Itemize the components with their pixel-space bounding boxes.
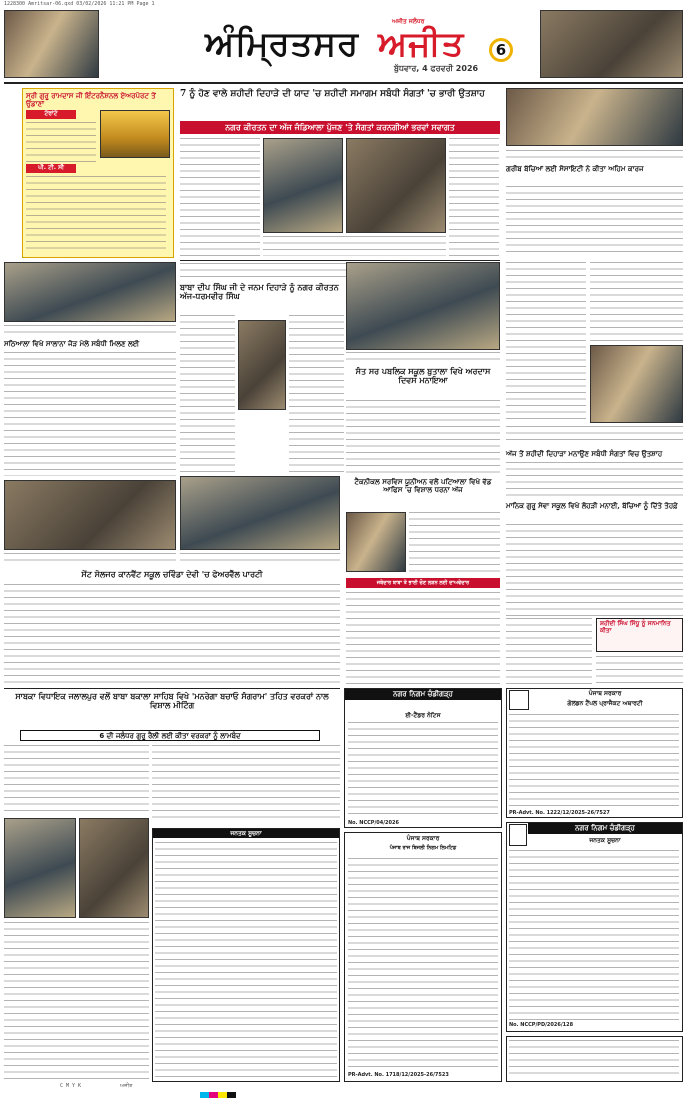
crop-info: 1228300 Amritsar-06.qxd 03/02/2026 11:21 PM Page 1 — [4, 1, 155, 7]
masthead-left-photo — [4, 10, 99, 78]
center-left-photo — [180, 476, 340, 550]
ad-punjab-sarkar-2-sub: ਪੰਜਾਬ ਰਾਜ ਬਿਜਲੀ ਨਿਗਮ ਲਿਮਟਿਡ — [389, 845, 457, 851]
footer-cmyk: C M Y K — [60, 1083, 82, 1089]
ad-nagar-nigam-2-emblem — [509, 824, 527, 846]
right-top-headline: ਗਰੀਬ ਬੱਚਿਆਂ ਲਈ ਸੋਸਾਇਟੀ ਨੇ ਕੀਤਾ ਅਹਿਮ ਕਾਰਜ — [506, 164, 644, 173]
left-mid-headline: ਸਠਿਆਲਾ ਵਿਖੇ ਸਾਲਾਨਾ ਜੋੜ ਮੇਲੇ ਸਬੰਧੀ ਮਿਲਣ ਲਈ — [4, 339, 140, 348]
baba-text-2 — [289, 315, 344, 473]
left-promo-label-1: ਟੋਰਾਂਟੋ — [26, 110, 76, 119]
masthead-date: ਬੁੱਧਵਾਰ, 4 ਫਰਵਰੀ 2026 — [394, 64, 479, 73]
right-top-caption — [506, 150, 683, 162]
ad-nagar-nigam-1-sub: ਈ-ਟੈਂਡਰ ਨੋਟਿਸ — [405, 712, 441, 719]
masthead-title-left: ਅੰਮ੍ਰਿਤਸਰ — [205, 24, 360, 64]
ad-nagar-nigam-2-title: ਨਗਰ ਨਿਗਮ ਚੰਡੀਗੜ੍ਹ — [528, 823, 682, 834]
mgnrega-text-2 — [152, 745, 340, 823]
ad-punjab-sarkar-2-text — [348, 858, 498, 1070]
left-lower-photo — [4, 480, 176, 550]
rule-2 — [4, 688, 340, 689]
masthead-right-photo — [540, 10, 683, 78]
classified-text — [155, 842, 337, 1078]
saint-soldier-headline: ਸੇਂਟ ਸੋਲਜਰ ਕਾਨਵੈਂਟ ਸਕੂਲ ਚਵਿੰਡਾ ਦੇਵੀ 'ਚ ਫੇਅਰਵੈੱਲ ਪਾਰਟੀ — [81, 569, 263, 579]
lead-photo-1 — [263, 138, 343, 233]
left-promo-text-1 — [26, 122, 96, 162]
mgnrega-caption — [4, 922, 149, 1082]
technical-text-2 — [346, 592, 500, 684]
left-lower-caption — [4, 553, 176, 565]
golden-temple-photo — [100, 110, 170, 158]
footer-swatches — [200, 1083, 236, 1102]
ad-nagar-nigam-2-text — [509, 850, 679, 1020]
ad-nagar-nigam-1-text — [348, 722, 498, 818]
lead-subhead: ਨਗਰ ਕੀਰਤਨ ਦਾ ਅੱਜ ਜੰਡਿਆਲਾ ਪੁੱਜਣ 'ਤੇ ਸੰਗਤਾਂ ਕਰਨਗੀਆਂ ਭਰਵਾਂ ਸਵਾਗਤ — [180, 121, 500, 134]
technical-headline: ਟੈਕਨੀਕਲ ਸਰਵਿਸ ਯੂਨੀਅਨ ਵਲੋਂ ਪਟਿਆਲਾ ਵਿਖੇ ਵੱਡ ਆਫਿਸ 'ਚ ਵਿਸ਼ਾਲ ਧਰਨਾ ਅੱਜ — [354, 477, 492, 495]
left-promo-label-2: ਪੀ. ਟੀ. ਸੀ — [26, 164, 76, 173]
ad-punjab-sarkar-1-text — [509, 714, 679, 808]
technical-portrait — [346, 512, 406, 572]
lead-photo-2 — [346, 138, 446, 233]
page-number: 6 — [489, 38, 513, 62]
center-left-caption — [180, 553, 340, 565]
baba-text-1 — [180, 315, 235, 473]
lead-headline: 7 ਨੂੰ ਹੋਣ ਵਾਲੇ ਸ਼ਹੀਦੀ ਦਿਹਾੜੇ ਦੀ ਯਾਦ 'ਚ ਸ਼ਹੀਦੀ ਸਮਾਗਮ ਸਬੰਧੀ ਸੰਗਤਾਂ 'ਚ ਭਾਰੀ ਉਤਸ਼ਾਹ — [180, 89, 485, 99]
technical-text-1 — [409, 512, 500, 572]
ad-punjab-sarkar-1-title: ਪੰਜਾਬ ਸਰਕਾਰ — [588, 690, 622, 697]
right-top-photo — [506, 88, 683, 146]
right-lower-text-3 — [596, 656, 683, 684]
mgnrega-photo-2 — [79, 818, 149, 918]
ad-nagar-nigam-2-ref: No. NCCP/PD/2026/128 — [509, 1022, 574, 1028]
left-promo-headline: ਸ੍ਰੀ ਗੁਰੂ ਰਾਮਦਾਸ ਜੀ ਇੰਟਰਨੈਸ਼ਨਲ ਏਅਰਪੋਰਟ ਤੋਂ ਉਡਾਣਾਂ — [26, 91, 156, 109]
baba-headline: ਬਾਬਾ ਦੀਪ ਸਿੰਘ ਜੀ ਦੇ ਜਨਮ ਦਿਹਾੜੇ ਨੂੰ ਨਗਰ ਕੀਰਤਨ ਅੱਜ-ਧਰਮਵੀਰ ਸਿੰਘ — [180, 282, 339, 302]
right-lower-headline: ਮਾਨਿਕ ਗੁਰੂ ਸੇਵਾ ਸਕੂਲ ਵਿਖੇ ਲੋਹੜੀ ਮਨਾਈ, ਬੱਚਿਆਂ ਨੂੰ ਦਿੱਤੇ ਤੋਹਫ਼ੇ — [506, 501, 678, 510]
left-promo-text-2 — [26, 176, 166, 254]
mgnrega-text-1 — [4, 745, 149, 815]
publisher-text — [509, 1040, 679, 1078]
ad-nagar-nigam-2-sub: ਜਨਤਕ ਸੂਚਨਾ — [589, 837, 621, 844]
masthead-title-right: ਅਜੀਤ — [378, 24, 465, 64]
right-top-text — [506, 186, 683, 256]
lead-text-col-3 — [263, 236, 446, 256]
left-mid-photo — [4, 262, 176, 322]
sant-school-headline: ਸੰਤ ਸਰ ਪਬਲਿਕ ਸਕੂਲ ਬੁਤਾਲਾ ਵਿਖੇ ਅਰਦਾਸ ਦਿਵਸ ਮਨਾਇਆ — [355, 366, 491, 386]
technical-tag: ਜਥੇਦਾਰ ਬਾਬਾ ਤੇ ਭਾਈ ਚੋਣ ਲੜਨ ਲਈ ਦਾਅਵੇਦਾਰ — [346, 578, 500, 588]
rule-1 — [180, 260, 500, 261]
masthead-rule — [4, 82, 683, 84]
right-mid-caption — [506, 426, 683, 444]
right-mid-text-2 — [590, 262, 683, 342]
right-lower-text — [506, 524, 683, 616]
right-lower-text-top — [506, 462, 683, 498]
lead-text-col-1 — [180, 138, 260, 256]
right-mid-photo — [590, 345, 683, 423]
mgnrega-subhead: 6 ਦੀ ਜਲੰਧਰ ਗੁਰੂ ਰੈਲੀ ਲਈ ਕੀਤਾ ਵਰਕਰਾਂ ਨੂੰ ਲਾਮਬੰਦ — [20, 730, 320, 741]
baba-portrait — [238, 320, 286, 410]
ad-punjab-sarkar-2-title: ਪੰਜਾਬ ਸਰਕਾਰ — [406, 835, 440, 842]
ad-nagar-nigam-1-title: ਨਗਰ ਨਿਗਮ ਚੰਡੀਗੜ੍ਹ — [345, 689, 501, 700]
lead-text-col-2 — [449, 138, 499, 256]
right-mid-text-1 — [506, 262, 586, 422]
footer-registration: ਅਜੀਤ — [120, 1083, 133, 1089]
left-mid-text — [4, 352, 176, 476]
sant-school-photo — [346, 262, 500, 350]
sant-school-text — [346, 400, 500, 474]
mgnrega-headline: ਸਾਬਕਾ ਵਿਧਾਇਕ ਜਲਾਲਪੁਰ ਵਲੋਂ ਬਾਬਾ ਬਕਾਲਾ ਸਾਹਿਬ ਵਿਖੇ 'ਮਨਰੇਗਾ ਬਚਾਓ ਸੰਗਰਾਮ' ਤਹਿਤ ਵਰਕਰਾਂ ਨਾਲ ਵਿਸ਼ਾਲ ਮੀਟਿੰਗ — [15, 691, 329, 711]
ad-punjab-sarkar-1-ref: PR-Advt. No. 1222/12/2025-26/7527 — [509, 810, 610, 816]
left-mid-caption — [4, 325, 176, 337]
masthead-tagline: ਅਜੀਤ ਜਲੰਧਰ — [392, 18, 425, 25]
ad-nagar-nigam-1-ref: No. NCCP/04/2026 — [348, 820, 399, 826]
right-lower-box-text: ਸ਼ਹੀਦੀ ਸਿੰਘ ਸਿੱਧੂ ਨੂੰ ਸਨਮਾਨਿਤ ਕੀਤਾ — [600, 620, 671, 634]
classified-title: ਜਨਤਕ ਸੂਚਨਾ — [153, 829, 339, 838]
sant-school-caption — [346, 352, 500, 364]
mgnrega-photo-1 — [4, 818, 76, 918]
right-lower-text-2 — [506, 618, 592, 684]
ad-punjab-sarkar-1-sub: ਗੋਲਡਨ ਟੈਂਪਲ ਪ੍ਰਾਜੈਕਟ ਅਥਾਰਟੀ — [567, 700, 643, 707]
right-mid-headline: ਅੱਜ ਤੋਂ ਸ਼ਹੀਦੀ ਦਿਹਾੜਾ ਮਨਾਉਣ ਸਬੰਧੀ ਸੰਗਤਾਂ ਵਿਚ ਉਤਸ਼ਾਹ — [506, 449, 663, 458]
ad-punjab-sarkar-1-emblem — [509, 690, 529, 710]
saint-soldier-text — [4, 584, 340, 684]
ad-punjab-sarkar-2-ref: PR-Advt. No. 1718/12/2025-26/7523 — [348, 1072, 449, 1078]
